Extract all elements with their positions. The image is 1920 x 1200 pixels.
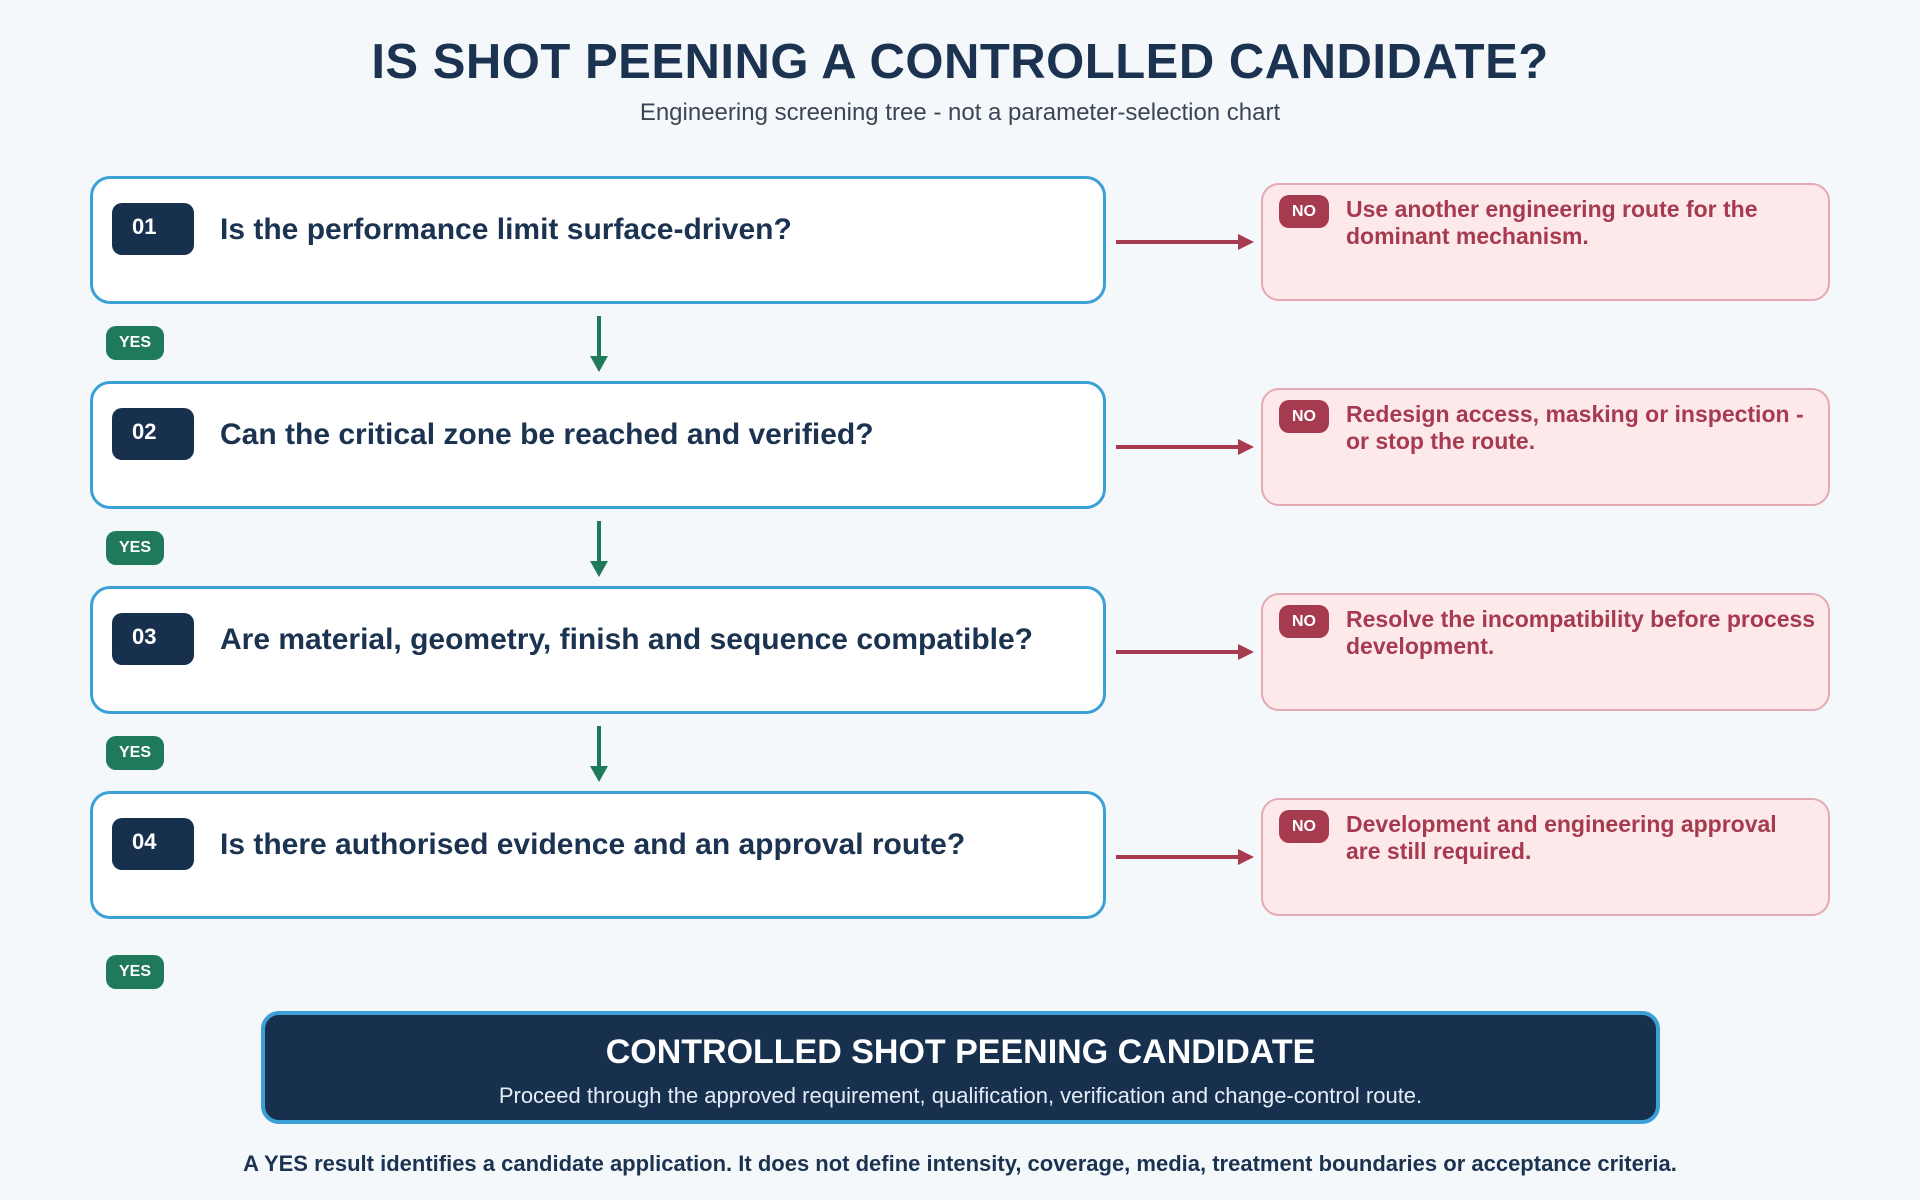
no-badge: NO — [1279, 400, 1329, 433]
no-arrow-03 — [1116, 641, 1254, 663]
step-number-badge: 03 — [112, 613, 194, 665]
no-outcome-text: Resolve the incompatibility before process development. — [1346, 606, 1816, 659]
no-badge: NO — [1279, 605, 1329, 638]
no-outcome-box-01 — [1261, 183, 1830, 301]
no-outcome-box-04 — [1261, 798, 1830, 916]
question-text: Is the performance limit surface-driven? — [220, 213, 792, 246]
question-text: Can the critical zone be reached and verified? — [220, 418, 874, 451]
question-box-02 — [90, 381, 1106, 509]
page-title: IS SHOT PEENING A CONTROLLED CANDIDATE? — [371, 35, 1549, 89]
question-box-03 — [90, 586, 1106, 714]
result-subtitle: Proceed through the approved requirement, qualification, verification and change-control route. — [498, 1083, 1423, 1108]
question-box-04 — [90, 791, 1106, 919]
question-box-01 — [90, 176, 1106, 304]
yes-badge-02: YES — [106, 531, 164, 565]
page-subtitle: Engineering screening tree - not a parameter-selection chart — [639, 99, 1281, 126]
step-number-badge: 02 — [112, 408, 194, 460]
question-text: Are material, geometry, finish and sequence compatible? — [220, 623, 1034, 656]
yes-arrow-01 — [589, 316, 609, 372]
question-text: Is there authorised evidence and an approval route? — [220, 828, 966, 861]
yes-badge-04: YES — [106, 955, 164, 989]
result-box — [261, 1011, 1660, 1124]
no-badge: NO — [1279, 810, 1329, 843]
no-outcome-text: Redesign access, masking or inspection - or stop the route. — [1346, 401, 1804, 454]
no-badge: NO — [1279, 195, 1329, 228]
yes-badge-01: YES — [106, 326, 164, 360]
no-arrow-04 — [1116, 846, 1254, 868]
step-number-badge: 04 — [112, 818, 194, 870]
result-title: CONTROLLED SHOT PEENING CANDIDATE — [605, 1033, 1316, 1071]
yes-badge-03: YES — [106, 736, 164, 770]
footer-disclaimer: A YES result identifies a candidate application. It does not define intensity, coverage, media, treatment boundaries or acceptance criteria. — [243, 1151, 1677, 1176]
no-arrow-02 — [1116, 436, 1254, 458]
yes-arrow-03 — [589, 726, 609, 782]
step-number-badge: 01 — [112, 203, 194, 255]
no-outcome-text: Development and engineering approval are still required. — [1346, 811, 1777, 864]
no-outcome-box-02 — [1261, 388, 1830, 506]
no-outcome-text: Use another engineering route for the dominant mechanism. — [1346, 196, 1758, 249]
no-arrow-01 — [1116, 231, 1254, 253]
yes-arrow-02 — [589, 521, 609, 577]
no-outcome-box-03 — [1261, 593, 1830, 711]
